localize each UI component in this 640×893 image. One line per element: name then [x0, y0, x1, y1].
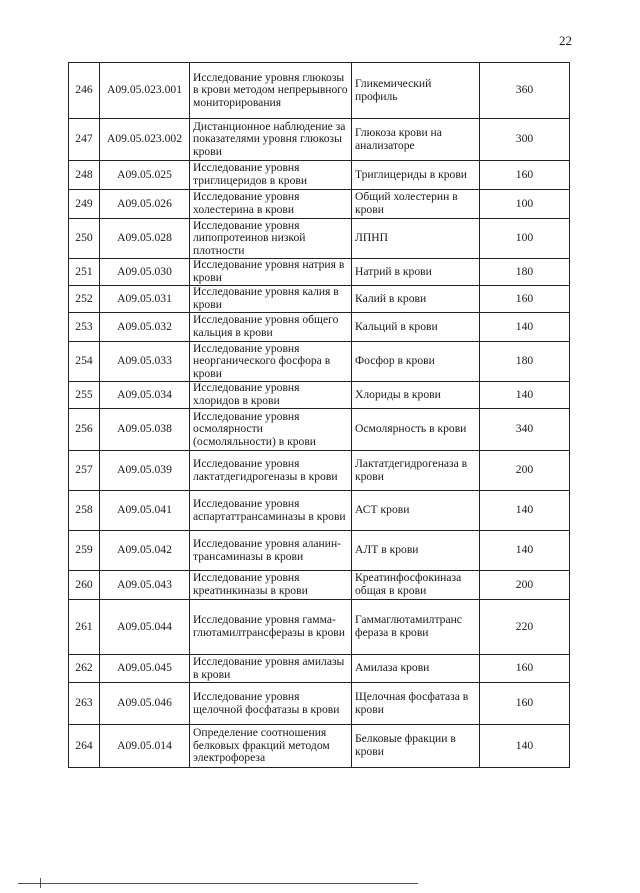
row-number: 263 [69, 683, 100, 725]
row-number: 251 [69, 259, 100, 286]
price: 340 [480, 409, 570, 451]
table-row [69, 342, 570, 382]
table-body [69, 63, 570, 768]
service-name: Исследование уровня аланин-трансаминазы в крови [190, 531, 352, 571]
price: 140 [480, 382, 570, 409]
service-code: A09.05.046 [100, 683, 190, 725]
price: 360 [480, 63, 570, 119]
row-number: 262 [69, 655, 100, 683]
table-row [69, 286, 570, 313]
result-name: Кальций в крови [352, 313, 480, 342]
page-number: 22 [559, 33, 572, 48]
service-code: A09.05.023.001 [100, 63, 190, 119]
price: 140 [480, 531, 570, 571]
price: 140 [480, 313, 570, 342]
service-name: Исследование уровня глюкозы в крови методом непрерывного мониторирования [190, 63, 352, 119]
service-code: A09.05.034 [100, 382, 190, 409]
price: 200 [480, 571, 570, 600]
service-name: Исследование уровня липопротеинов низкой плотности [190, 219, 352, 259]
result-name: ЛПНП [352, 219, 480, 259]
service-code: A09.05.032 [100, 313, 190, 342]
price: 180 [480, 342, 570, 382]
table-row [69, 655, 570, 683]
service-code: A09.05.031 [100, 286, 190, 313]
table-row [69, 119, 570, 161]
service-code: A09.05.041 [100, 491, 190, 531]
row-number: 255 [69, 382, 100, 409]
price: 100 [480, 219, 570, 259]
price: 300 [480, 119, 570, 161]
row-number: 252 [69, 286, 100, 313]
service-name: Определение соотношения белковых фракций методом электрофореза [190, 725, 352, 768]
service-code: A09.05.038 [100, 409, 190, 451]
table-row [69, 409, 570, 451]
service-code: A09.05.045 [100, 655, 190, 683]
service-code: A09.05.025 [100, 161, 190, 190]
service-name: Дистанционное наблюдение за показателями уровня глюкозы крови [190, 119, 352, 161]
service-name: Исследование уровня неорганического фосфора в крови [190, 342, 352, 382]
result-name: Натрий в крови [352, 259, 480, 286]
row-number: 257 [69, 451, 100, 491]
price: 160 [480, 286, 570, 313]
service-code: A09.05.044 [100, 600, 190, 655]
price-table [68, 62, 570, 768]
service-name: Исследование уровня холестерина в крови [190, 190, 352, 219]
table-row [69, 190, 570, 219]
result-name: Амилаза крови [352, 655, 480, 683]
footer-tick [40, 878, 41, 888]
service-name: Исследование уровня гамма-глютамилтрансферазы в крови [190, 600, 352, 655]
service-name: Исследование уровня калия в крови [190, 286, 352, 313]
table-row [69, 219, 570, 259]
table-row [69, 491, 570, 531]
table-row [69, 683, 570, 725]
price: 200 [480, 451, 570, 491]
row-number: 254 [69, 342, 100, 382]
row-number: 259 [69, 531, 100, 571]
price: 140 [480, 725, 570, 768]
service-code: A09.05.026 [100, 190, 190, 219]
service-name: Исследование уровня триглицеридов в крови [190, 161, 352, 190]
result-name: Лактатдегидрогеназа в крови [352, 451, 480, 491]
table-row [69, 725, 570, 768]
table-row [69, 382, 570, 409]
price: 100 [480, 190, 570, 219]
row-number: 250 [69, 219, 100, 259]
result-name: Гликемический профиль [352, 63, 480, 119]
service-name: Исследование уровня креатинкиназы в крови [190, 571, 352, 600]
service-name: Исследование уровня осмолярности (осмоляльности) в крови [190, 409, 352, 451]
result-name: Осмолярность в крови [352, 409, 480, 451]
price: 160 [480, 655, 570, 683]
price: 220 [480, 600, 570, 655]
service-name: Исследование уровня хлоридов в крови [190, 382, 352, 409]
service-code: A09.05.014 [100, 725, 190, 768]
row-number: 261 [69, 600, 100, 655]
service-code: A09.05.033 [100, 342, 190, 382]
table-row [69, 531, 570, 571]
table-row [69, 161, 570, 190]
row-number: 258 [69, 491, 100, 531]
row-number: 246 [69, 63, 100, 119]
row-number: 249 [69, 190, 100, 219]
result-name: Хлориды в крови [352, 382, 480, 409]
service-code: A09.05.023.002 [100, 119, 190, 161]
result-name: АСТ крови [352, 491, 480, 531]
result-name: Общий холестерин в крови [352, 190, 480, 219]
service-name: Исследование уровня натрия в крови [190, 259, 352, 286]
table-row [69, 63, 570, 119]
table-row [69, 313, 570, 342]
row-number: 248 [69, 161, 100, 190]
result-name: Калий в крови [352, 286, 480, 313]
service-code: A09.05.030 [100, 259, 190, 286]
price: 140 [480, 491, 570, 531]
row-number: 253 [69, 313, 100, 342]
row-number: 260 [69, 571, 100, 600]
service-name: Исследование уровня амилазы в крови [190, 655, 352, 683]
service-code: A09.05.028 [100, 219, 190, 259]
service-name: Исследование уровня лактатдегидрогеназы в крови [190, 451, 352, 491]
row-number: 247 [69, 119, 100, 161]
service-code: A09.05.039 [100, 451, 190, 491]
result-name: Глюкоза крови на анализаторе [352, 119, 480, 161]
result-name: Белковые фракции в крови [352, 725, 480, 768]
table-row [69, 600, 570, 655]
result-name: АЛТ в крови [352, 531, 480, 571]
price: 180 [480, 259, 570, 286]
service-name: Исследование уровня аспартаттрансаминазы в крови [190, 491, 352, 531]
table-row [69, 451, 570, 491]
result-name: Креатинфосфокиназа общая в крови [352, 571, 480, 600]
service-code: A09.05.042 [100, 531, 190, 571]
service-code: A09.05.043 [100, 571, 190, 600]
result-name: Триглицериды в крови [352, 161, 480, 190]
service-name: Исследование уровня общего кальция в крови [190, 313, 352, 342]
footer-rule [18, 883, 418, 884]
row-number: 264 [69, 725, 100, 768]
price: 160 [480, 161, 570, 190]
result-name: Гаммаглютамилтранс фераза в крови [352, 600, 480, 655]
result-name: Щелочная фосфатаза в крови [352, 683, 480, 725]
price: 160 [480, 683, 570, 725]
row-number: 256 [69, 409, 100, 451]
table-row [69, 571, 570, 600]
table-row [69, 259, 570, 286]
service-name: Исследование уровня щелочной фосфатазы в крови [190, 683, 352, 725]
result-name: Фосфор в крови [352, 342, 480, 382]
